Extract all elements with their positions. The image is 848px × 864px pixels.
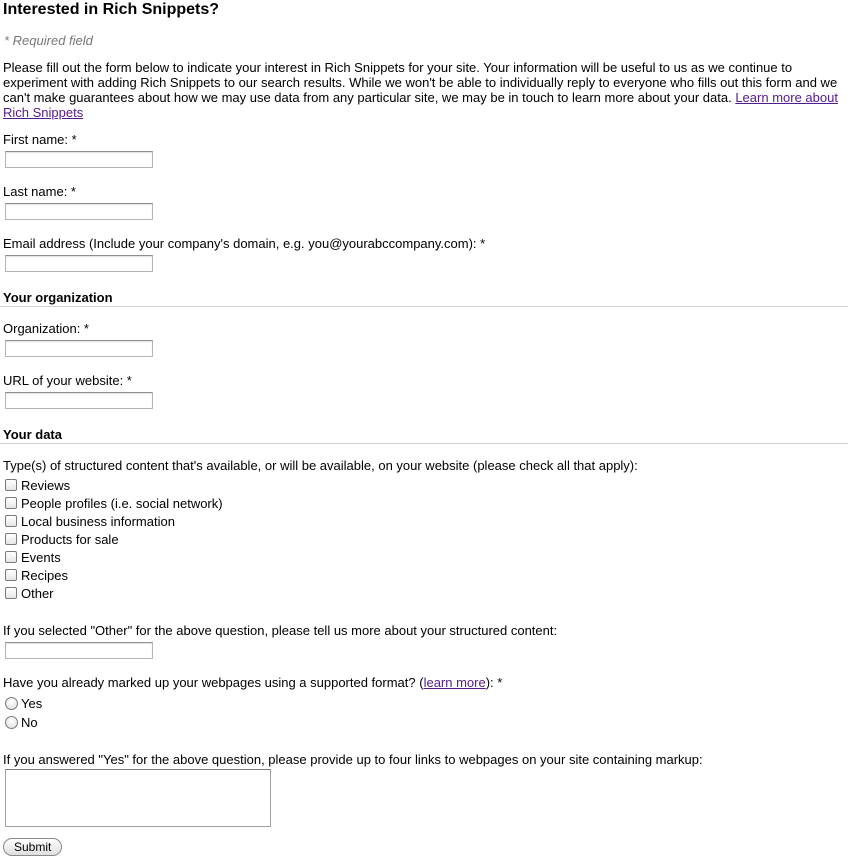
- page-title: Interested in Rich Snippets?: [3, 1, 220, 18]
- recipes-label: Recipes: [21, 567, 68, 583]
- events-label: Events: [21, 549, 61, 565]
- organization-section-divider: [0, 306, 848, 307]
- last-name-input[interactable]: [5, 203, 153, 220]
- people-profiles-label: People profiles (i.e. social network): [21, 495, 223, 511]
- other-content-question: If you selected "Other" for the above question, please tell us more about your structured content:: [3, 623, 558, 638]
- content-type-option-reviews[interactable]: [5, 477, 70, 493]
- submit-button[interactable]: Submit: [3, 838, 62, 856]
- data-section-title: Your data: [3, 427, 62, 442]
- content-type-option-products[interactable]: [5, 531, 119, 547]
- content-type-option-people-profiles[interactable]: [5, 495, 223, 511]
- products-label: Products for sale: [21, 531, 119, 547]
- markup-learn-more-link[interactable]: learn more: [423, 675, 486, 690]
- email-input[interactable]: [5, 255, 153, 272]
- local-business-label: Local business information: [21, 513, 175, 529]
- intro-text: Please fill out the form below to indicate your interest in Rich Snippets for your site. Your information will be useful to us as we continue to experiment with adding Rich Snippets to our search results. While we won't be able to individually reply to everyone who fills out this form and we can't make guarantees about how we may use data from any particular site, we may be in touch to learn more about your data.: [3, 60, 838, 105]
- reviews-checkbox[interactable]: [5, 479, 17, 491]
- reviews-label: Reviews: [21, 477, 71, 493]
- learn-more-rich-snippets-link[interactable]: Learn more about Rich Snippets: [3, 90, 838, 120]
- content-type-option-events[interactable]: [5, 549, 61, 565]
- data-section-divider: [0, 443, 848, 444]
- recipes-checkbox[interactable]: [5, 569, 17, 581]
- markup-option-no[interactable]: [5, 714, 38, 730]
- content-type-option-local-business[interactable]: [5, 513, 175, 529]
- website-url-input[interactable]: [5, 392, 153, 409]
- people-profiles-checkbox[interactable]: [5, 497, 17, 509]
- products-checkbox[interactable]: [5, 533, 17, 545]
- organization-label: Organization: *: [3, 321, 89, 336]
- markup-question: [3, 675, 502, 691]
- markup-links-question: If you answered "Yes" for the above question, please provide up to four links to webpages on your site containing markup:: [3, 752, 703, 767]
- no-radio[interactable]: [5, 716, 18, 729]
- organization-section-title: Your organization: [3, 290, 113, 305]
- content-type-option-recipes[interactable]: [5, 567, 68, 583]
- markup-links-textarea[interactable]: [5, 769, 271, 827]
- first-name-input[interactable]: [5, 151, 153, 168]
- first-name-label: First name: *: [3, 132, 77, 147]
- yes-radio[interactable]: [5, 697, 18, 710]
- other-content-input[interactable]: [5, 642, 153, 659]
- other-label: Other: [21, 585, 54, 601]
- yes-label: Yes: [21, 695, 43, 711]
- organization-input[interactable]: [5, 340, 153, 357]
- no-label: No: [21, 714, 38, 730]
- content-type-option-other[interactable]: [5, 585, 54, 601]
- required-field-note: * Required field: [4, 33, 93, 48]
- last-name-label: Last name: *: [3, 184, 76, 199]
- local-business-checkbox[interactable]: [5, 515, 17, 527]
- intro-paragraph: [3, 60, 845, 120]
- email-label: Email address (Include your company's domain, e.g. you@yourabccompany.com): *: [3, 236, 486, 251]
- website-url-label: URL of your website: *: [3, 373, 132, 388]
- markup-question-suffix: ): *: [485, 675, 503, 690]
- markup-question-text: Have you already marked up your webpages using a supported format? (: [3, 675, 424, 690]
- events-checkbox[interactable]: [5, 551, 17, 563]
- content-types-question: Type(s) of structured content that's available, or will be available, on your website (please check all that apply):: [3, 458, 638, 473]
- other-checkbox[interactable]: [5, 587, 17, 599]
- markup-option-yes[interactable]: [5, 695, 42, 711]
